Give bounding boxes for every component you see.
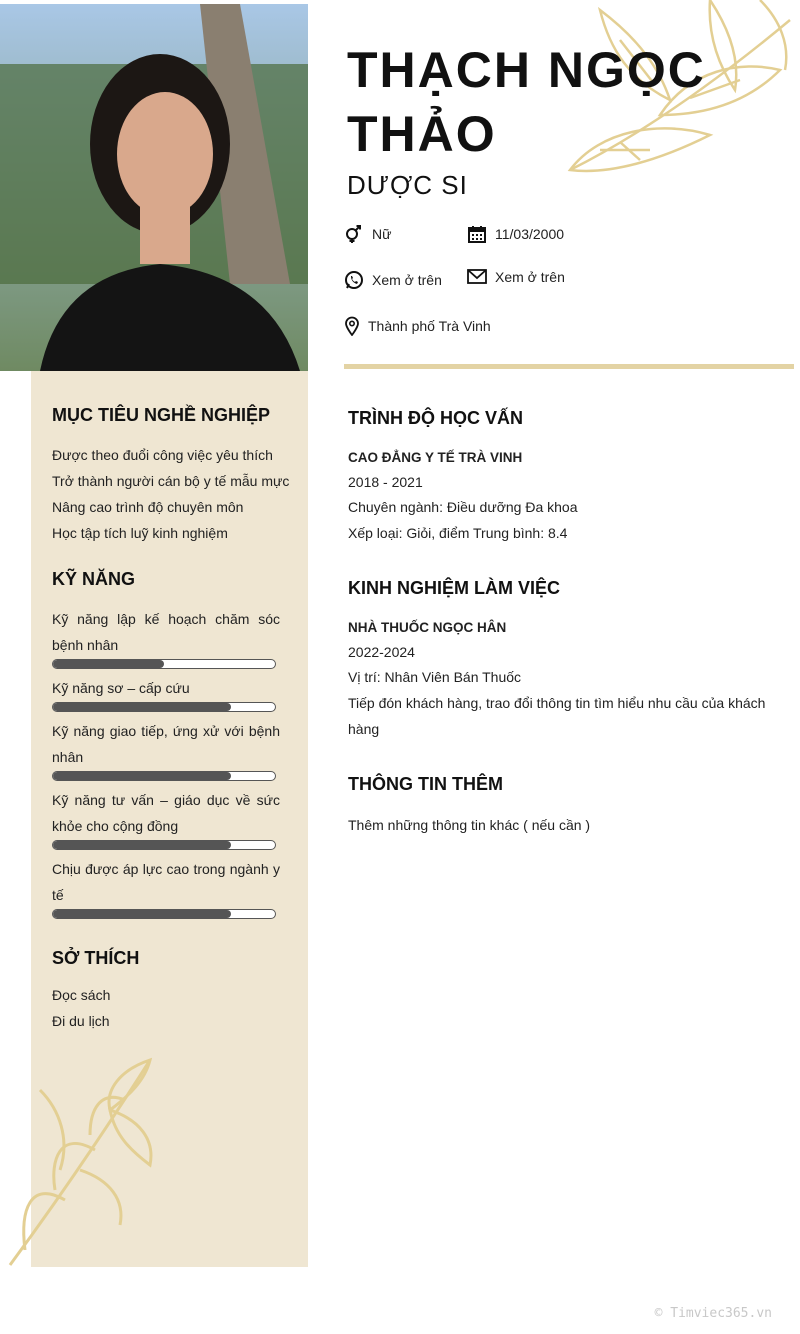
objective-item: Học tập tích luỹ kinh nghiệm bbox=[52, 525, 228, 541]
skill-label: Kỹ năng giao tiếp, ứng xử với bệnh nhân bbox=[52, 723, 280, 765]
skill-label: Kỹ năng tư vấn – giáo dục về sức khỏe cho cộng đồng bbox=[52, 792, 280, 834]
skill-bar-fill bbox=[53, 841, 231, 849]
skill-bar bbox=[52, 909, 276, 919]
address-text: Thành phố Trà Vinh bbox=[368, 318, 491, 334]
leaf-decoration-icon bbox=[0, 1050, 170, 1270]
whatsapp-icon bbox=[344, 270, 364, 290]
hobby-item: Đọc sách bbox=[52, 987, 111, 1003]
location-pin-icon bbox=[344, 316, 360, 336]
email-info bbox=[467, 268, 565, 286]
skill-bar bbox=[52, 771, 276, 781]
hobbies-title: SỞ THÍCH bbox=[52, 948, 140, 968]
skill-label: Kỹ năng lập kế hoạch chăm sóc bệnh nhân bbox=[52, 611, 280, 653]
education-title: TRÌNH ĐỘ HỌC VẤN bbox=[348, 408, 523, 428]
hobby-item: Đi du lịch bbox=[52, 1013, 110, 1029]
skill-label: Chịu được áp lực cao trong ngành y tế bbox=[52, 861, 280, 903]
birthdate-text: 11/03/2000 bbox=[495, 226, 565, 242]
skill-bar-fill bbox=[53, 703, 231, 711]
birthdate-info bbox=[467, 224, 564, 244]
extra-text: Thêm những thông tin khác ( nếu cần ) bbox=[348, 817, 591, 833]
skill-bar-fill bbox=[53, 772, 231, 780]
objective-title: MỤC TIÊU NGHỀ NGHIỆP bbox=[52, 405, 271, 425]
objective-item: Được theo đuổi công việc yêu thích bbox=[52, 447, 273, 463]
experience-position: Vị trí: Nhân Viên Bán Thuốc bbox=[348, 669, 522, 685]
gender-text: Nữ bbox=[372, 226, 392, 242]
candidate-name: THẠCH NGỌC THẢO bbox=[347, 42, 706, 162]
experience-title: KINH NGHIỆM LÀM VIỆC bbox=[348, 578, 561, 598]
experience-years: 2022-2024 bbox=[348, 644, 415, 660]
objective-item: Trở thành người cán bộ y tế mẫu mực bbox=[52, 473, 290, 489]
phone-text: Xem ở trên bbox=[372, 272, 442, 288]
skills-title: KỸ NĂNG bbox=[52, 569, 136, 589]
skill-bar-fill bbox=[53, 910, 231, 918]
skill-bar bbox=[52, 840, 276, 850]
education-years: 2018 - 2021 bbox=[348, 474, 423, 490]
profile-photo bbox=[0, 4, 308, 371]
education-rank: Xếp loại: Giỏi, điểm Trung bình: 8.4 bbox=[348, 525, 568, 541]
skill-bar bbox=[52, 702, 276, 712]
extra-title: THÔNG TIN THÊM bbox=[348, 774, 503, 794]
phone-info bbox=[344, 270, 442, 290]
experience-description: Tiếp đón khách hàng, trao đổi thông tin tìm hiểu nhu cầu của khách hàng bbox=[348, 695, 766, 737]
envelope-icon bbox=[467, 268, 487, 286]
header-divider bbox=[344, 364, 794, 369]
skill-bar bbox=[52, 659, 276, 669]
gender-icon bbox=[344, 224, 364, 244]
skill-bar-fill bbox=[53, 660, 164, 668]
calendar-icon bbox=[467, 224, 487, 244]
objective-item: Nâng cao trình độ chuyên môn bbox=[52, 499, 244, 515]
candidate-role: DƯỢC SI bbox=[347, 170, 468, 200]
email-text: Xem ở trên bbox=[495, 269, 565, 285]
skill-label: Kỹ năng sơ – cấp cứu bbox=[52, 680, 190, 696]
address-info bbox=[344, 316, 491, 336]
gender-info bbox=[344, 224, 391, 244]
experience-company: NHÀ THUỐC NGỌC HÂN bbox=[348, 620, 507, 635]
watermark: © Timviec365.vn bbox=[654, 1306, 772, 1321]
education-major: Chuyên ngành: Điều dưỡng Đa khoa bbox=[348, 499, 578, 515]
education-school: CAO ĐẲNG Y TẾ TRÀ VINH bbox=[348, 450, 523, 465]
